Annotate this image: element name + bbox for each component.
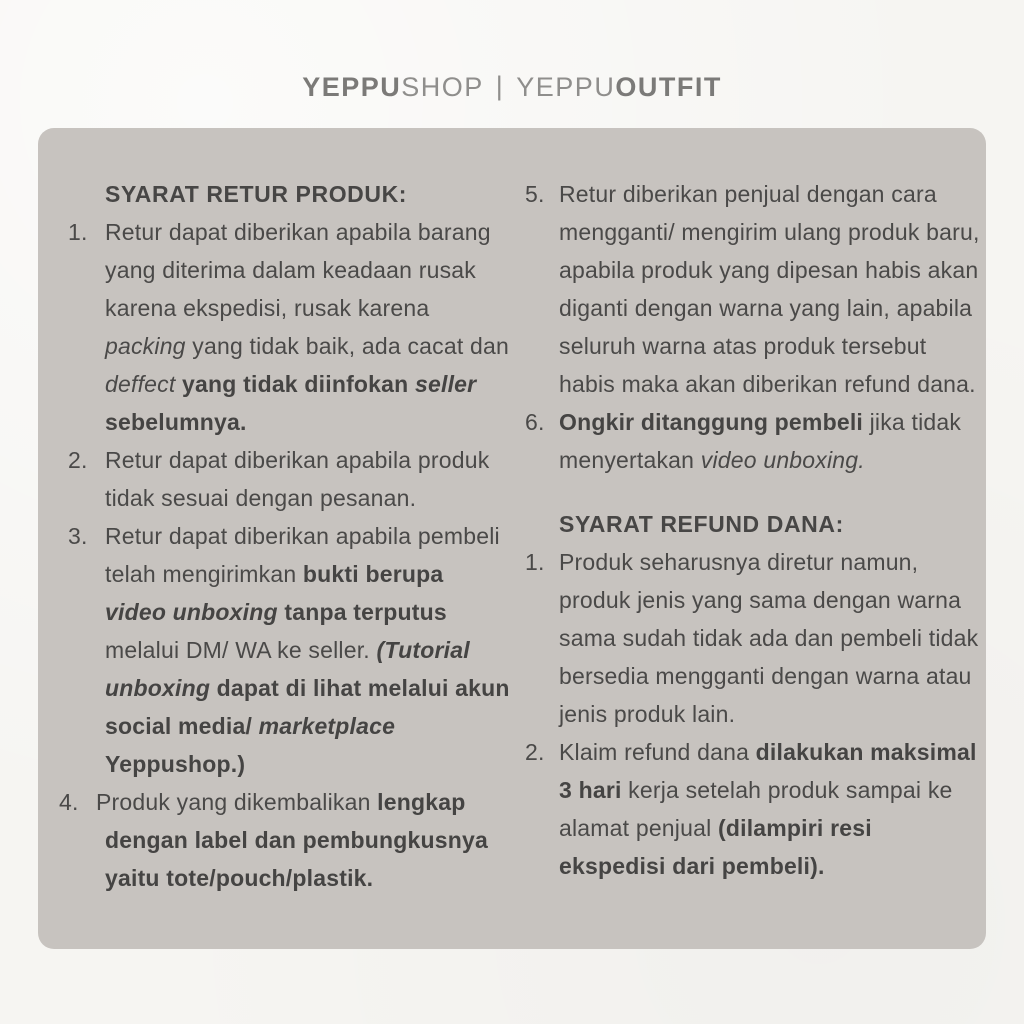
list-item: [68, 517, 510, 783]
text-run: (dilampiri resi ekspedisi dari pembeli).: [559, 815, 872, 879]
text-run: Retur diberikan penjual dengan cara mengganti/ mengirim ulang produk baru, apabila produk yang dipesan habis akan diganti dengan warna yang lain, apabila seluruh warna atas produk tersebut habis maka akan diberikan refund dana.: [559, 181, 980, 397]
text-run: video unboxing: [105, 599, 278, 625]
item-number: 1.: [68, 219, 88, 245]
text-run: packing: [105, 333, 186, 359]
item-number: 6.: [525, 409, 545, 435]
text-run: marketplace: [258, 713, 396, 739]
item-text: [105, 219, 509, 435]
item-number: 2.: [525, 739, 545, 765]
spacer: [525, 479, 985, 505]
brand-left-bold: YEPPU: [302, 72, 402, 102]
list-item: [59, 783, 510, 897]
text-run: Produk seharusnya diretur namun, produk jenis yang sama dengan warna sama sudah tidak ada dan pembeli tidak bersedia mengganti dengan warna atau jenis produk lain.: [559, 549, 979, 727]
text-run: video unboxing.: [700, 447, 865, 473]
text-run: dilakukan maksimal 3 hari: [559, 739, 977, 803]
section-heading: SYARAT REFUND DANA:: [559, 511, 844, 537]
text-run: jika tidak menyertakan: [559, 409, 962, 473]
text-run: sebelumnya.: [105, 409, 247, 435]
list-item: [525, 543, 985, 733]
text-run: melalui DM/ WA ke seller.: [105, 637, 377, 663]
text-run: bukti berupa: [302, 561, 444, 587]
item-number: 2.: [68, 447, 88, 473]
text-run: Retur dapat diberikan apabila pembeli telah mengirimkan: [105, 523, 500, 587]
list-item: [525, 733, 985, 885]
item-text: [96, 789, 488, 891]
brand-right-light: YEPPU: [516, 72, 616, 102]
item-text: [105, 523, 510, 777]
list-item: [68, 213, 510, 441]
brand-right-bold: OUTFIT: [615, 72, 722, 102]
brand-left: [302, 72, 484, 102]
text-run: Produk yang dikembalikan: [96, 789, 378, 815]
text-run: seller: [415, 371, 477, 397]
item-text: [559, 739, 977, 879]
terms-column-left: [59, 175, 510, 897]
item-text: [105, 447, 489, 511]
text-run: Retur dapat diberikan apabila barang yang diterima dalam keadaan rusak karena ekspedisi, rusak karena: [105, 219, 491, 321]
list-item: [68, 441, 510, 517]
item-number: 3.: [68, 523, 88, 549]
list-item: [525, 403, 985, 479]
brand-divider: |: [495, 71, 505, 101]
list-item: [525, 175, 985, 403]
item-number: 4.: [59, 789, 79, 815]
text-run: lengkap dengan label dan pembungkusnya yaitu tote/pouch/plastik.: [105, 789, 489, 891]
text-run: Yeppushop.): [105, 751, 246, 777]
text-run: dapat di lihat melalui akun social media/: [105, 675, 510, 739]
section-heading: SYARAT RETUR PRODUK:: [105, 181, 408, 207]
text-run: kerja setelah produk sampai ke alamat penjual: [559, 777, 953, 841]
text-run: Klaim refund dana: [559, 739, 756, 765]
text-run: tanpa terputus: [277, 599, 447, 625]
brand-header: [0, 72, 1024, 103]
text-run: (Tutorial unboxing: [105, 637, 470, 701]
item-text: [559, 181, 980, 397]
item-text: [559, 409, 961, 473]
text-run: deffect: [105, 371, 176, 397]
item-text: [559, 549, 978, 727]
terms-panel: [38, 128, 986, 949]
terms-column-right: [525, 175, 985, 885]
text-run: yang tidak diinfokan: [182, 371, 416, 397]
item-number: 1.: [525, 549, 545, 575]
brand-right: [516, 72, 722, 102]
item-number: 5.: [525, 181, 545, 207]
text-run: yang tidak baik, ada cacat dan: [185, 333, 509, 359]
text-run: Ongkir ditanggung pembeli: [559, 409, 863, 435]
brand-left-light: SHOP: [401, 72, 484, 102]
text-run: Retur dapat diberikan apabila produk tidak sesuai dengan pesanan.: [105, 447, 490, 511]
